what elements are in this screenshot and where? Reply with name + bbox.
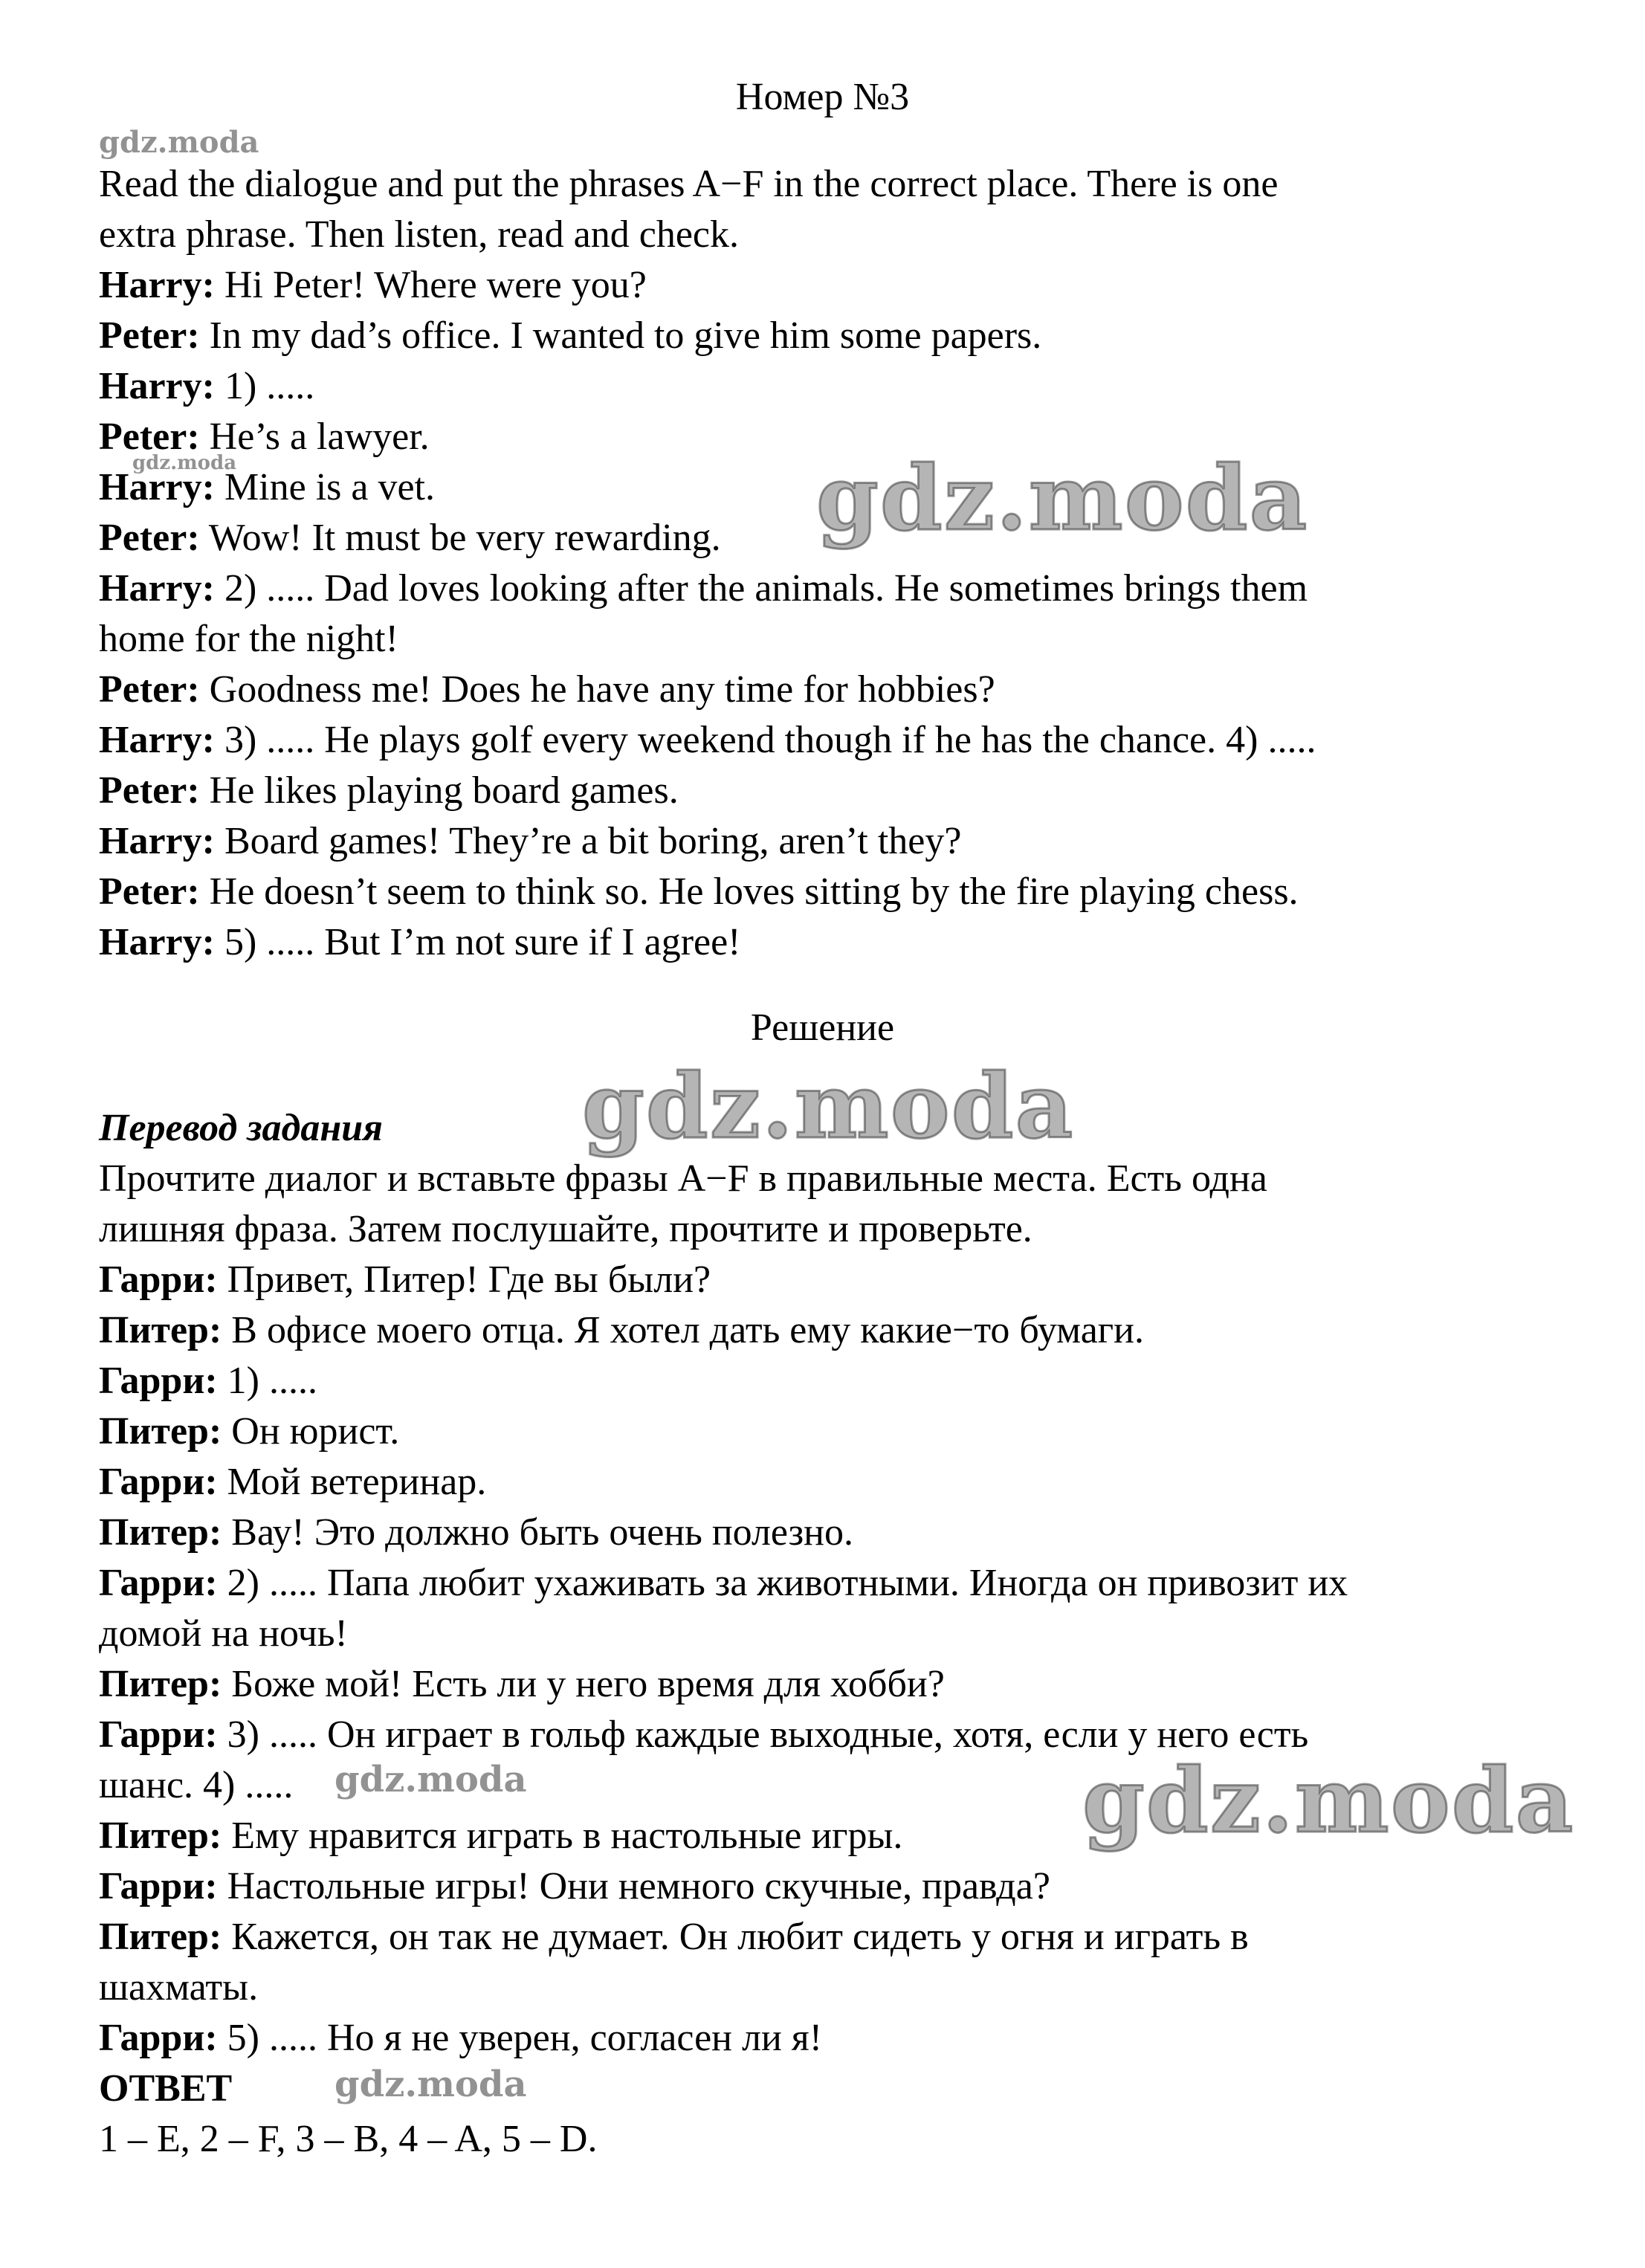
instruction-line: extra phrase. Then listen, read and check. — [99, 213, 739, 256]
dialogue-text: home for the night! — [99, 618, 398, 660]
dialogue-line — [99, 412, 1556, 462]
dialogue-line — [99, 1457, 1556, 1508]
dialogue-line — [99, 917, 1556, 968]
dialogue-line — [99, 1305, 1556, 1356]
speaker-name: Гарри: — [99, 1713, 218, 1756]
dialogue-text: 3) ..... Он играет в гольф каждые выходные, хотя, если у него есть — [217, 1713, 1309, 1756]
speaker-name: Гарри: — [99, 1259, 218, 1301]
dialogue-text: Goodness me! Does he have any time for hobbies? — [199, 668, 995, 711]
speaker-name: Питер: — [99, 1815, 222, 1857]
dialogue-line — [99, 1811, 1556, 1861]
dialogue-line — [99, 1356, 1556, 1406]
speaker-name: Питер: — [99, 1663, 222, 1705]
dialogue-line — [99, 816, 1556, 867]
speaker-name: Питер: — [99, 1410, 222, 1453]
task-block — [99, 159, 1556, 968]
dialogue-text: Ему нравится играть в настольные игры. — [222, 1815, 903, 1857]
watermark: gdz.moda — [335, 1759, 527, 1800]
speaker-name: Гарри: — [99, 1360, 218, 1402]
dialogue-text: домой на ночь! — [99, 1612, 348, 1655]
speaker-name: Peter: — [99, 668, 200, 711]
dialogue-text: Hi Peter! Where were you? — [214, 264, 647, 306]
dialogue-line — [99, 715, 1556, 766]
dialogue-text: He’s a lawyer. — [199, 416, 430, 458]
watermark: gdz.moda — [582, 1054, 1075, 1159]
dialogue-line — [99, 614, 1556, 665]
dialogue-text: Вау! Это должно быть очень полезно. — [222, 1511, 854, 1554]
answer-text: 1 – E, 2 – F, 3 – B, 4 – A, 5 – D. — [99, 2118, 598, 2160]
dialogue-text: In my dad’s office. I wanted to give him some papers. — [199, 314, 1042, 357]
instruction-line: лишняя фраза. Затем послушайте, прочтите и проверьте. — [99, 1208, 1032, 1250]
speaker-name: Harry: — [99, 921, 215, 963]
dialogue-text: В офисе моего отца. Я хотел дать ему какие−то бумаги. — [222, 1309, 1144, 1351]
dialogue-line — [99, 361, 1556, 412]
dialogue-text: Боже мой! Есть ли у него время для хобби? — [222, 1663, 945, 1705]
dialogue-line — [99, 563, 1556, 614]
dialogue-line — [99, 766, 1556, 816]
dialogue-text: Мой ветеринар. — [217, 1461, 487, 1503]
dialogue-text: шахматы. — [99, 1966, 259, 2009]
dialogue-text: 2) ..... Dad loves looking after the animals. He sometimes brings them — [214, 567, 1308, 610]
speaker-name: Питер: — [99, 1309, 222, 1351]
speaker-name: Harry: — [99, 567, 215, 610]
dialogue-text: 5) ..... Но я не уверен, согласен ли я! — [217, 2017, 823, 2059]
dialogue-text: 5) ..... But I’m not sure if I agree! — [214, 921, 741, 963]
dialogue-line — [99, 1609, 1556, 1659]
dialogue-text: He likes playing board games. — [199, 769, 679, 812]
dialogue-text: Привет, Питер! Где вы были? — [217, 1259, 711, 1301]
dialogue-line — [99, 260, 1556, 311]
speaker-name: Harry: — [99, 719, 215, 761]
watermark: gdz.moda — [132, 452, 237, 474]
speaker-name: Гарри: — [99, 2017, 218, 2059]
dialogue-line — [99, 462, 1556, 513]
speaker-name: Peter: — [99, 416, 200, 458]
dialogue-line — [99, 2013, 1556, 2064]
dialogue-text: 3) ..... He plays golf every weekend though if he has the chance. 4) ..... — [214, 719, 1316, 761]
dialogue-text: Board games! They’re a bit boring, aren’t they? — [214, 820, 962, 862]
dialogue-line — [99, 867, 1556, 917]
dialogue-line — [99, 311, 1556, 361]
speaker-name: Гарри: — [99, 1562, 218, 1604]
dialogue-line — [99, 1861, 1556, 1912]
translation-heading: Перевод задания — [99, 1107, 383, 1149]
speaker-name: Peter: — [99, 314, 200, 357]
dialogue-text: Кажется, он так не думает. Он любит сидеть у огня и играть в — [222, 1916, 1249, 1958]
speaker-name: Гарри: — [99, 1461, 218, 1503]
instruction-line: Прочтите диалог и вставьте фразы А−F в правильные места. Есть одна — [99, 1157, 1267, 1200]
speaker-name: Питер: — [99, 1511, 222, 1554]
speaker-name: Harry: — [99, 820, 215, 862]
dialogue-line — [99, 1558, 1556, 1609]
speaker-name: Harry: — [99, 264, 215, 306]
dialogue-line — [99, 1760, 1556, 1811]
dialogue-line — [99, 513, 1556, 563]
speaker-name: Peter: — [99, 517, 200, 559]
dialogue-text: 1) ..... — [217, 1360, 317, 1402]
dialogue-text: 2) ..... Папа любит ухаживать за животными. Иногда он привозит их — [217, 1562, 1348, 1604]
dialogue-line — [99, 665, 1556, 715]
speaker-name: Гарри: — [99, 1865, 218, 1907]
instruction-line: Read the dialogue and put the phrases A−F in the correct place. There is one — [99, 163, 1279, 205]
dialogue-line — [99, 1508, 1556, 1558]
dialogue-line — [99, 1962, 1556, 2013]
dialogue-text: Настольные игры! Они немного скучные, правда? — [217, 1865, 1050, 1907]
speaker-name: Питер: — [99, 1916, 222, 1958]
page-title: Номер №3 — [735, 76, 910, 118]
speaker-name: Harry: — [99, 466, 215, 508]
watermark: gdz.moda — [816, 446, 1309, 551]
dialogue-line — [99, 1255, 1556, 1305]
dialogue-line — [99, 1659, 1556, 1710]
speaker-name: Peter: — [99, 870, 200, 913]
dialogue-line — [99, 1912, 1556, 1962]
dialogue-text: 1) ..... — [214, 365, 315, 407]
watermark: gdz.moda — [1082, 1748, 1575, 1853]
dialogue-text: шанс. 4) ..... — [99, 1764, 294, 1806]
dialogue-text: Mine is a vet. — [214, 466, 435, 508]
speaker-name: Peter: — [99, 769, 200, 812]
answer-label: ОТВЕТ — [99, 2067, 233, 2110]
translation-block — [99, 1154, 1556, 2165]
dialogue-text: Wow! It must be very rewarding. — [199, 517, 721, 559]
dialogue-line — [99, 1406, 1556, 1457]
dialogue-text: Он юрист. — [222, 1410, 400, 1453]
speaker-name: Harry: — [99, 365, 215, 407]
watermark: gdz.moda — [335, 2064, 527, 2105]
dialogue-line — [99, 1710, 1556, 1760]
solution-heading: Решение — [750, 1007, 895, 1049]
watermark: gdz.moda — [99, 125, 259, 160]
dialogue-text: He doesn’t seem to think so. He loves sitting by the fire playing chess. — [199, 870, 1299, 913]
